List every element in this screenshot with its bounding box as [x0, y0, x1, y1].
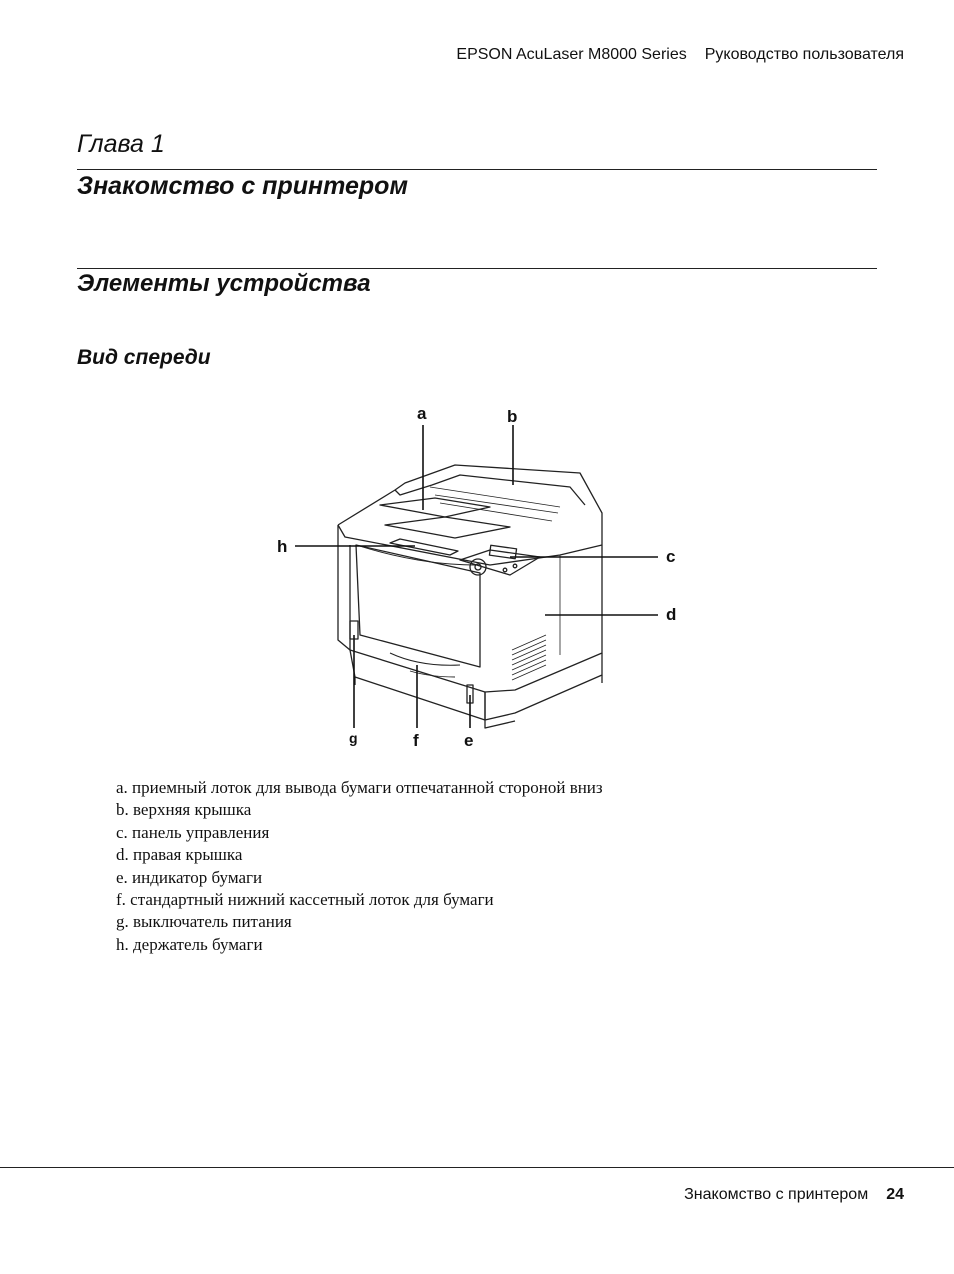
section-rule	[77, 268, 877, 269]
chapter-rule	[77, 169, 877, 170]
section-title: Элементы устройства	[77, 270, 371, 297]
callout-e: e	[464, 731, 474, 750]
legend-item: h. держатель бумаги	[116, 934, 263, 954]
callout-g: g	[349, 730, 358, 746]
printer-drawing	[338, 465, 602, 728]
callout-d: d	[666, 605, 677, 624]
callout-f: f	[413, 731, 419, 750]
legend-item: e. индикатор бумаги	[116, 867, 263, 887]
callout-a: a	[417, 404, 427, 423]
legend-item: f. стандартный нижний кассетный лоток для бумаги	[116, 890, 494, 910]
chapter-title: Знакомство с принтером	[77, 172, 408, 200]
callout-b: b	[507, 407, 518, 426]
subsection-title: Вид спереди	[77, 346, 211, 369]
legend-item: g. выключатель питания	[116, 912, 292, 932]
header-product: EPSON AcuLaser M8000 Series	[456, 46, 687, 63]
running-footer	[684, 1186, 904, 1204]
legend-item: c. панель управления	[116, 822, 270, 842]
printer-front-view-figure	[260, 395, 700, 755]
running-header	[456, 46, 904, 64]
footer-section: Знакомство с принтером	[684, 1186, 869, 1203]
figure-legend	[116, 777, 603, 956]
legend-item: a. приемный лоток для вывода бумаги отпечатанной стороной вниз	[116, 778, 603, 797]
chapter-label: Глава 1	[77, 130, 165, 158]
footer-rule	[0, 1167, 954, 1168]
callout-c: c	[666, 547, 676, 566]
printer-illustration	[260, 395, 700, 755]
legend-item: d. правая крышка	[116, 845, 243, 865]
legend-item: b. верхняя крышка	[116, 800, 252, 820]
page-number: 24	[886, 1186, 904, 1203]
header-guide: Руководство пользователя	[704, 46, 904, 63]
callout-h: h	[277, 537, 288, 556]
